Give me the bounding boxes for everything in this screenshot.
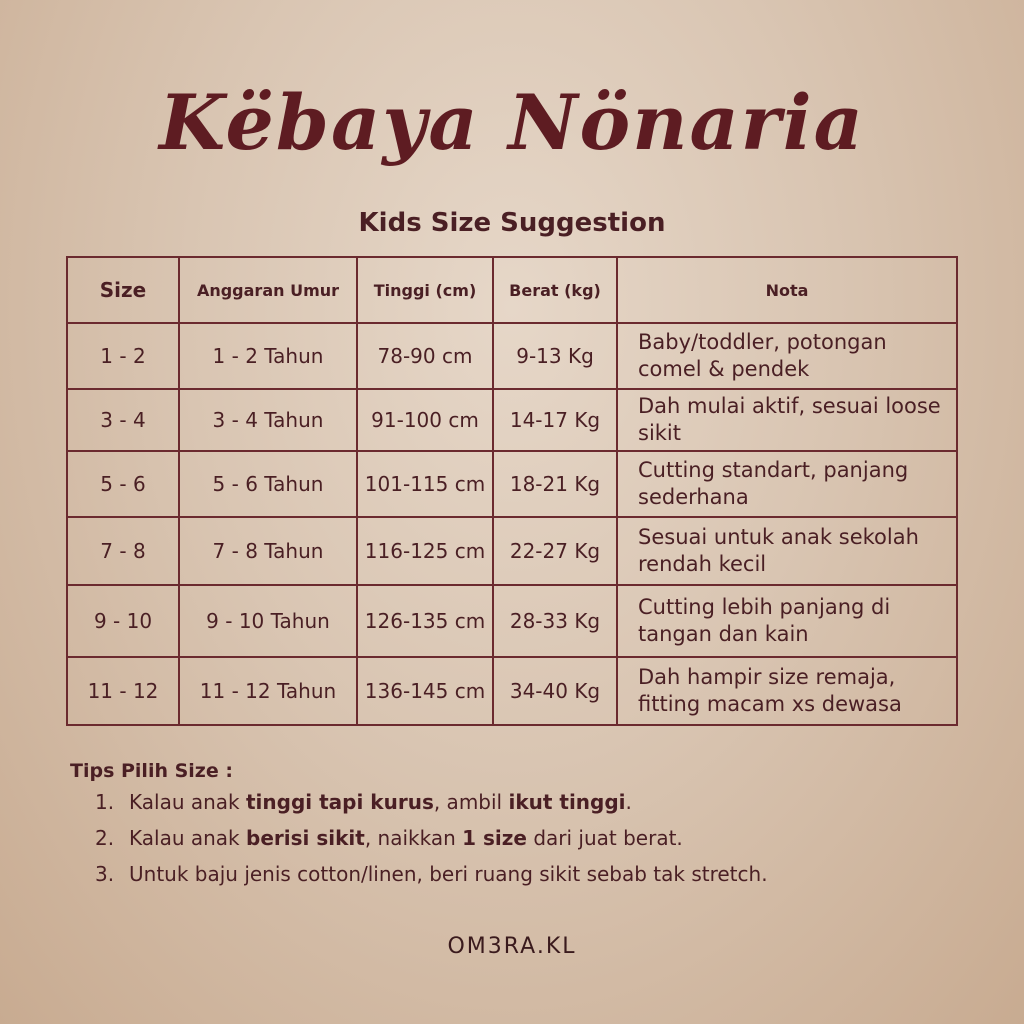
cell-size: 5 - 6 (67, 451, 179, 517)
cell-note: Dah hampir size remaja, fitting macam xs dewasa (617, 657, 957, 725)
cell-height: 116-125 cm (357, 517, 493, 585)
cell-age: 3 - 4 Tahun (179, 389, 357, 451)
cell-age: 7 - 8 Tahun (179, 517, 357, 585)
cell-size: 3 - 4 (67, 389, 179, 451)
cell-size: 7 - 8 (67, 517, 179, 585)
cell-weight: 28-33 Kg (493, 585, 617, 657)
table-row (67, 451, 957, 517)
tips-list (95, 790, 768, 898)
tip-item (95, 826, 768, 862)
cell-age: 5 - 6 Tahun (179, 451, 357, 517)
tip-text: , ambil (433, 790, 509, 814)
footer-brand: OM3RA.KL (447, 934, 577, 959)
size-table (66, 256, 958, 726)
table-row (67, 517, 957, 585)
brand-logo: Këbaya Nönaria (159, 78, 865, 167)
tip-text: Kalau anak (129, 790, 246, 814)
table-row (67, 389, 957, 451)
tip-item (95, 862, 768, 898)
tip-emphasis: berisi sikit (246, 826, 365, 850)
cell-age: 9 - 10 Tahun (179, 585, 357, 657)
tip-number: 2. (95, 826, 115, 850)
cell-height: 126-135 cm (357, 585, 493, 657)
tip-text: , naikkan (364, 826, 463, 850)
table-row (67, 657, 957, 725)
cell-note: Cutting lebih panjang di tangan dan kain (617, 585, 957, 657)
cell-weight: 14-17 Kg (493, 389, 617, 451)
cell-weight: 22-27 Kg (493, 517, 617, 585)
table-row (67, 585, 957, 657)
tip-text: Untuk baju jenis cotton/linen, beri ruang sikit sebab tak stretch. (129, 862, 768, 886)
cell-height: 78-90 cm (357, 323, 493, 389)
header-age: Anggaran Umur (179, 257, 357, 323)
tip-emphasis: tinggi tapi kurus (246, 790, 434, 814)
tip-text: . (625, 790, 632, 814)
cell-note: Cutting standart, panjang sederhana (617, 451, 957, 517)
cell-age: 11 - 12 Tahun (179, 657, 357, 725)
cell-age: 1 - 2 Tahun (179, 323, 357, 389)
cell-size: 9 - 10 (67, 585, 179, 657)
cell-note: Baby/toddler, potongan comel & pendek (617, 323, 957, 389)
tip-item (95, 790, 768, 826)
header-height: Tinggi (cm) (357, 257, 493, 323)
cell-weight: 18-21 Kg (493, 451, 617, 517)
cell-size: 1 - 2 (67, 323, 179, 389)
cell-height: 101-115 cm (357, 451, 493, 517)
tip-text: dari juat berat. (526, 826, 683, 850)
tip-emphasis: 1 size (462, 826, 527, 850)
tip-number: 3. (95, 862, 115, 886)
table-header-row (67, 257, 957, 323)
cell-note: Sesuai untuk anak sekolah rendah kecil (617, 517, 957, 585)
tip-text: Kalau anak (129, 826, 246, 850)
header-weight: Berat (kg) (493, 257, 617, 323)
cell-size: 11 - 12 (67, 657, 179, 725)
tip-number: 1. (95, 790, 115, 814)
tip-emphasis: ikut tinggi (508, 790, 626, 814)
cell-weight: 9-13 Kg (493, 323, 617, 389)
cell-weight: 34-40 Kg (493, 657, 617, 725)
tips-title: Tips Pilih Size : (70, 760, 233, 782)
cell-note: Dah mulai aktif, sesuai loose sikit (617, 389, 957, 451)
header-size: Size (67, 257, 179, 323)
table-row (67, 323, 957, 389)
cell-height: 136-145 cm (357, 657, 493, 725)
page-subtitle: Kids Size Suggestion (358, 208, 666, 238)
cell-height: 91-100 cm (357, 389, 493, 451)
header-note: Nota (617, 257, 957, 323)
